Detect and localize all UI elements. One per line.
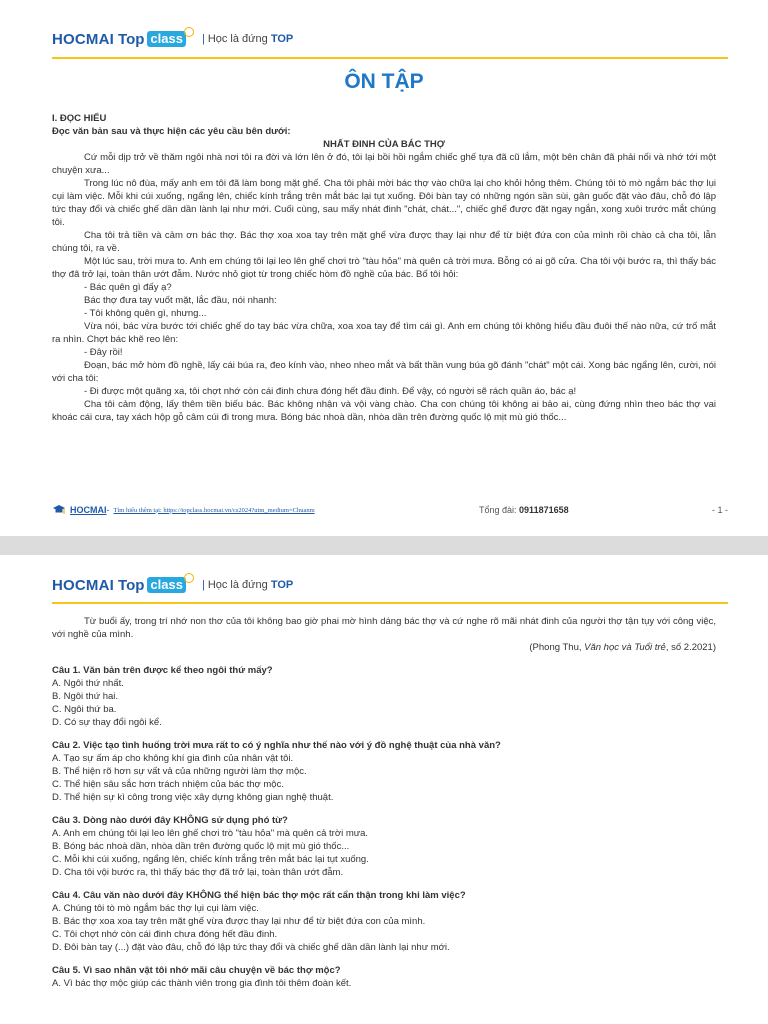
reading-passage — [52, 112, 716, 424]
answer-option: C. Thể hiện sâu sắc hơn trách nhiệm của bác thợ mộc. — [52, 779, 284, 790]
answer-option: A. Vì bác thợ mộc giúp các thành viên trong gia đình tôi thêm đoàn kết. — [52, 978, 352, 989]
section-heading: I. ĐỌC HIỂU — [52, 113, 107, 124]
paragraph: Cha tôi trả tiền và cảm ơn bác thợ. Bác thợ xoa xoa tay trên mặt ghế vừa được thay lại như để từ biệt đứa con của mình rồi chào cả cha tôi, lẫn chúng tôi, ra về. — [52, 230, 716, 254]
paragraph: Trong lúc nô đùa, mấy anh em tôi đã làm bong mặt ghế. Cha tôi phải mời bác thợ vào chữa lại cho khỏi hỏng thêm. Chúng tôi tò mò ngắm bác thợ lụi cụi làm việc. Mỗi khi cúi xuống, ngẩng lên, chiếc kính trắng trên mắt bác lại tụt xuống. Đôi bàn tay có những ngón sần sùi, gân guốc đặt vào đâu, chỗ đó lập tức thay đổi và chiếc ghế dần dần lành lại như mới. Cuối cùng, sau mấy nhát đinh "chát, chát...", chiếc ghế được đặt ngay ngắn, xong xuôi trước mắt chúng tôi. — [52, 178, 716, 228]
footer-link[interactable]: Tìm hiểu thêm tại: https://topclass.hocmai.vn/cs2024?utm_medium=Chuanm — [113, 506, 315, 514]
answer-option: D. Thể hiện sự kì công trong việc xây dựng không gian nghệ thuật. — [52, 792, 334, 803]
brand-dot-icon — [184, 573, 194, 583]
source-citation: (Phong Thu, Văn học và Tuổi trẻ, số 2.2021) — [529, 642, 716, 653]
answer-option: C. Ngôi thứ ba. — [52, 704, 117, 715]
paragraph: Cha tôi cảm động, lấy thêm tiền biếu bác. Bác không nhận và vội vàng chào. Cha con chúng tôi không ai bảo ai, cùng đứng nhìn theo bác thợ vai khoác cái cưa, tay xách hộp gỗ câm cúi đi trong mưa. Bóng bác nhoà dần, nhòa dần trên đường quốc lộ mịt mù gió thốc... — [52, 399, 716, 423]
brand-logo: HOCMAI — [52, 576, 115, 594]
question: Câu 5. Vì sao nhân vật tôi nhớ mãi câu chuyện về bác thợ mộc? — [52, 965, 341, 976]
answer-option: B. Ngôi thứ hai. — [52, 691, 119, 702]
page-title: ÔN TẬP — [344, 70, 424, 93]
footer-brand: HOCMAI — [70, 505, 107, 515]
document-page-2 — [0, 555, 768, 1024]
answer-option: D. Cha tôi vội bước ra, thì thấy bác thợ đã trở lại, toàn thân ướt đẫm. — [52, 867, 344, 878]
answer-option: D. Có sự thay đổi ngôi kể. — [52, 717, 162, 728]
dialogue-line: - Bác quên gì đấy ạ? — [84, 282, 172, 293]
answer-option: C. Mỗi khi cúi xuống, ngẩng lên, chiếc kính trắng trên mắt bác lại tụt xuống. — [52, 854, 369, 865]
question: Câu 3. Dòng nào dưới đây KHÔNG sử dụng phó từ? — [52, 815, 288, 826]
paragraph: Đoạn, bác mở hòm đồ nghề, lấy cái búa ra, đeo kính vào, nheo nheo mắt và bất thần vung búa gõ đánh "chát" một cái. Xong bác ngẩng lên, cười, nói với cha tôi: — [52, 360, 716, 384]
paragraph: Cứ mỗi dịp trở về thăm ngôi nhà nơi tôi ra đời và lớn lên ở đó, tôi lại bồi hồi ngắm chiếc ghế tựa đã cũ lắm, một bên chân đã phải nối và nhớ tới một chuyện xưa... — [52, 152, 716, 176]
page-header — [52, 27, 293, 51]
paragraph: Bác thợ đưa tay vuốt mặt, lắc đầu, nói nhanh: — [84, 295, 277, 306]
answer-option: D. Đôi bàn tay (...) đặt vào đâu, chỗ đó lập tức thay đổi và chiếc ghế dần dần lành lại như mới. — [52, 942, 450, 953]
question: Câu 1. Văn bản trên được kể theo ngôi thứ mấy? — [52, 665, 273, 676]
answer-option: B. Bóng bác nhoà dần, nhòa dần trên đường quốc lộ mịt mù gió thốc... — [52, 841, 350, 852]
header-tagline: | Học là đứng TOP — [201, 33, 294, 45]
story-title: NHẤT ĐINH CỦA BÁC THỢ — [323, 139, 445, 150]
dialogue-line: - Tôi không quên gì, nhưng... — [84, 308, 207, 319]
brand-top: Top — [118, 576, 145, 594]
questions-section — [52, 615, 716, 990]
header-divider — [52, 602, 728, 604]
dialogue-line: - Đây rồi! — [84, 347, 123, 358]
header-divider — [52, 57, 728, 59]
brand-class: class — [147, 577, 186, 593]
question: Câu 4. Câu văn nào dưới đây KHÔNG thể hiện bác thợ mộc rất cẩn thận trong khi làm việc? — [52, 890, 466, 901]
question: Câu 2. Việc tạo tình huống trời mưa rất to có ý nghĩa như thế nào với ý đồ nghệ thuật của nhà văn? — [52, 740, 501, 751]
brand-dot-icon — [184, 27, 194, 37]
paragraph: Một lúc sau, trời mưa to. Anh em chúng tôi lại leo lên ghế chơi trò "tàu hỏa" mà quên cả trời mưa. Bỗng có ai gõ cửa. Cha tôi vội bước ra, thì thấy bác thợ đã trở lại, toàn thân ướt đẫm. Nước nhỏ giọt từ trong chiếc hòm đồ nghề của bác. Bố tôi hỏi: — [52, 256, 716, 280]
instruction: Đọc văn bản sau và thực hiện các yêu cầu bên dưới: — [52, 126, 291, 137]
paragraph: Vừa nói, bác vừa bước tới chiếc ghế do tay bác vừa chữa, xoa xoa tay để tìm cái gì. Anh em chúng tôi không hiểu đầu đuôi thế nào nữa, cứ trố mắt ra nhìn. Chợt bác khẽ reo lên: — [52, 321, 716, 345]
page-header — [52, 573, 293, 597]
brand-class: class — [147, 31, 186, 47]
header-tagline: | Học là đứng TOP — [201, 579, 294, 591]
dialogue-line: - Đi được một quãng xa, tôi chợt nhớ còn cái đinh chưa đóng hết đầu đinh. Để vậy, có người sẽ rách quần áo, bác ạ! — [84, 386, 577, 397]
footer-separator: - — [106, 505, 110, 515]
answer-option: C. Tôi chợt nhớ còn cái đinh chưa đóng hết đầu đinh. — [52, 929, 278, 940]
hocmai-hat-icon — [52, 504, 66, 516]
answer-option: B. Bác thợ xoa xoa tay trên mặt ghế vừa được thay lại như để từ biệt đứa con của mình. — [52, 916, 426, 927]
page-number: - 1 - — [711, 505, 728, 515]
answer-option: B. Thể hiện rõ hơn sự vất vả của những người làm thợ mộc. — [52, 766, 307, 777]
answer-option: A. Anh em chúng tôi lại leo lên ghế chơi trò "tàu hỏa" mà quên cả trời mưa. — [52, 828, 369, 839]
answer-option: A. Tạo sự ấm áp cho không khí gia đình của nhân vật tôi. — [52, 753, 294, 764]
page-footer — [52, 504, 732, 516]
footer-hotline: Tổng đài: 0911871658 — [479, 505, 569, 515]
paragraph: Từ buổi ấy, trong trí nhớ non thơ của tôi không bao giờ phai mờ hình dáng bác thợ và cứ nghe rõ mãi nhát đinh của người thợ tận tụy với công việc, với nghề của mình. — [52, 616, 716, 640]
answer-option: A. Chúng tôi tò mò ngắm bác thợ lụi cụi làm việc. — [52, 903, 259, 914]
brand-logo: HOCMAI — [52, 30, 115, 48]
answer-option: A. Ngôi thứ nhất. — [52, 678, 124, 689]
brand-top: Top — [118, 30, 145, 48]
